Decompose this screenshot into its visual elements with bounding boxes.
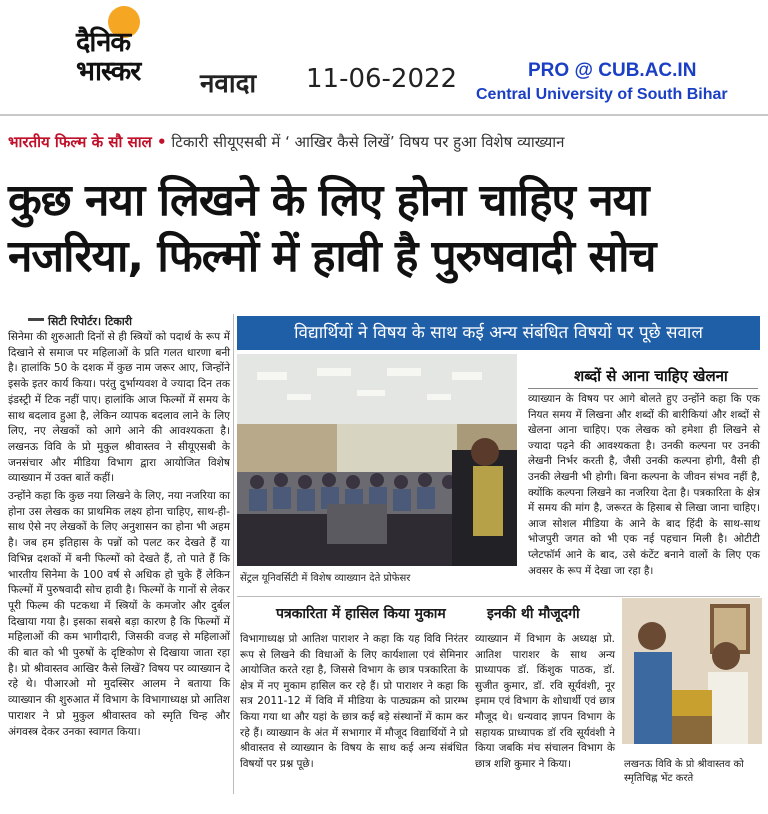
edition-city: नवादा	[200, 69, 257, 99]
section3-body: व्याख्यान में विभाग के अध्यक्ष प्रो. आतिश पाराशर के साथ अन्य प्राध्यापक डॉ. किंशुक पाठक, डॉ. सुजीत कुमार, डॉ. रवि सूर्यवंशी, नूर इमाम एवं विभाग के शोधार्थी एवं छात्र मौजूद थे। धन्यवाद ज्ञापन विभाग के सहायक प्राध्यापक डॉ रवि सूर्यवंशी ने किया जबकि मंच संचालन विभाग के छात्र शशि कुमार ने किया।	[475, 633, 615, 770]
blue-banner: विद्यार्थियों ने विषय के साथ कई अन्य संबंधित विषयों पर पूछे सवाल	[237, 316, 760, 350]
headline-line-1: कुछ नया लिखने के लिए होना चाहिए नया	[8, 175, 649, 226]
lecture-hall-illustration	[237, 354, 517, 566]
memento-photo	[622, 598, 762, 744]
memento-illustration	[622, 598, 762, 744]
kicker-text: टिकारी सीयूएसबी में ‘ आखिर कैसे लिखें’ विषय पर हुआ विशेष व्याख्यान	[171, 133, 565, 151]
masthead-divider	[0, 114, 768, 116]
section1-divider	[528, 388, 758, 389]
pro-contact: PRO @ CUB.AC.IN	[528, 60, 697, 81]
lower-divider	[237, 596, 760, 597]
university-name: Central University of South Bihar	[476, 86, 728, 103]
left-paragraph-1: सिनेमा की शुरुआती दिनों से ही स्त्रियों को पदार्थ के रूप में दिखाने से समाज पर महिलाओं के प्रति गलत धारणा बनी है। हालांकि 50 के दशक में कुछ नाम जरूर आए, जिन्होंने इसके इतर कार्य किया। परंतु दुर्भाग्यवश वे ज्यादा दिन तक इंडस्ट्री में टिक नहीं पाए। हालांकि आज फिल्मों में समय के साथ बदलाव हुआ है, लेकिन व्यापक बदलाव लाने के लिए लिए, नए लेखकों को आगे आने की आवश्यकता है। लखनऊ विवि के प्रो मुकुल श्रीवास्तव ने सीयूएसबी के जनसंचार और मीडिया विभाग द्वारा आयोजित विशेष व्याख्यान में उक्त बातें कहीं।	[8, 331, 230, 485]
byline: सिटी रिपोर्टर। टिकारी	[48, 315, 133, 328]
edition-date: 11-06-2022	[306, 64, 458, 94]
section2-title: पत्रकारिता में हासिल किया मुकाम	[276, 606, 446, 622]
newspaper-logo: दैनिक भास्कर	[76, 27, 141, 87]
left-column	[8, 330, 230, 790]
kicker	[8, 132, 564, 152]
headline-line-2: नजरिया, फिल्मों में हावी है पुरुषवादी सोच	[8, 231, 656, 282]
photo1-caption: सेंट्रल यूनिवर्सिटी में विशेष व्याख्यान देते प्रोफेसर	[240, 573, 411, 584]
section2-body: विभागाध्यक्ष प्रो आतिश पाराशर ने कहा कि यह विवि निरंतर रूप से लिखने की विधाओं के लिए कार्यशाला एवं सेमिनार आयोजित करते रहा है, जिससे विभाग के छात्र पत्रकारिता के क्षेत्र में नए मुकाम हासिल कर रहे हैं। प्रो पाराशर ने कहा कि सत्र 2011-12 में विवि में मीडिया के पाठ्यक्रम को प्रारम्भ किया गया था और यहां के छात्र कई बड़े संस्थानों में काम कर रहे हैं। व्याख्यान के अंत में सभागार में मौजूद विद्यार्थियों ने प्रो श्रीवास्तव से व्याख्यान के विषय के साथ कई अन्य संबंधित विषयों पर प्रश्न पूछे।	[240, 633, 468, 770]
section3-title: इनकी थी मौजूदगी	[487, 606, 580, 622]
section1-body: व्याख्यान के विषय पर आगे बोलते हुए उन्होंने कहा कि एक नियत समय में लिखना और शब्दों की बारीकियां और शब्दों से खेलना आना चाहिए। एक लेखक को हमेशा ही लिखने से ज्यादा पढ़ने की आवश्यकता है। उनकी कल्पना पर उनकी लेखनी निर्भर करती है, जैसी उनकी कल्पना होगी, वैसी ही उनकी लेखनी भी होगी। बिना कल्पना के जीवन संभव नहीं है, क्योंकि कल्पना लिखने का नजरिया देता है। पत्रकारिता के क्षेत्र में समय की मांग है, जरूरत के हिसाब से लिखा जाना चाहिए। आज सोशल मीडिया के आने के बाद हिंदी के साथ-साथ भोजपुरी जगत को भी एक नई पहचान मिली है। ओटीटी प्लेटफॉर्म आने के बाद, उसे कंटेंट बनाने वालों के लिए एक अवसर के रूप में देखा जा रहा है।	[528, 393, 760, 577]
column-divider	[233, 314, 234, 794]
lecture-photo	[237, 354, 517, 566]
byline-marker	[28, 318, 44, 321]
photo2-caption: लखनऊ विवि के प्रो श्रीवास्तव को स्मृतिचिह्न भेंट करते	[624, 759, 744, 784]
kicker-section: भारतीय फिल्म के सौ साल •	[8, 133, 167, 151]
left-paragraph-2: उन्होंने कहा कि कुछ नया लिखने के लिए, नया नजरिया का होना उस लेखक का प्राथमिक लक्ष्य होना चाहिए, साथ-ही-साथ ऐसे नए लेखकों के लिए अनुशासन का होना भी अहम है। जब हम इतिहास के पन्नों को पलट कर देखते हैं या विभिन्न दशकों में बनी फिल्मों को देखते हैं, तो पाते हैं कि भारतीय सिनेमा के 100 वर्ष से अधिक हो चुके हैं लेकिन फिल्मों में पुरुषवादी सोच हावी है। फिल्मों के गानों से लेकर पूरी फिल्म की पटकथा में स्त्रियों के कमजोर और दुर्बल दिखाया गया है। इसका सबसे बड़ा कारण है कि फिल्मों में महिलाओं की कम भागीदारी, जिसकी वजह से महिलाओं की बात को भी पुरुषों के दृष्टिकोण से दिखाया जाता रहा है। प्रो श्रीवास्तव आखिर कैसे लिखें? विषय पर व्याख्यान दे रहे थे। पीआरओ मो मुदस्सिर आलम ने बताया कि व्याख्यान की शुरुआत में विभाग के विभागाध्यक्ष प्रो आतिश पाराशर ने प्रो मुकुल श्रीवास्तव को स्मृति चिन्ह और अंगवस्त्र देकर उनका स्वागत किया।	[8, 490, 230, 738]
section1-title: शब्दों से आना चाहिए खेलना	[574, 367, 728, 385]
